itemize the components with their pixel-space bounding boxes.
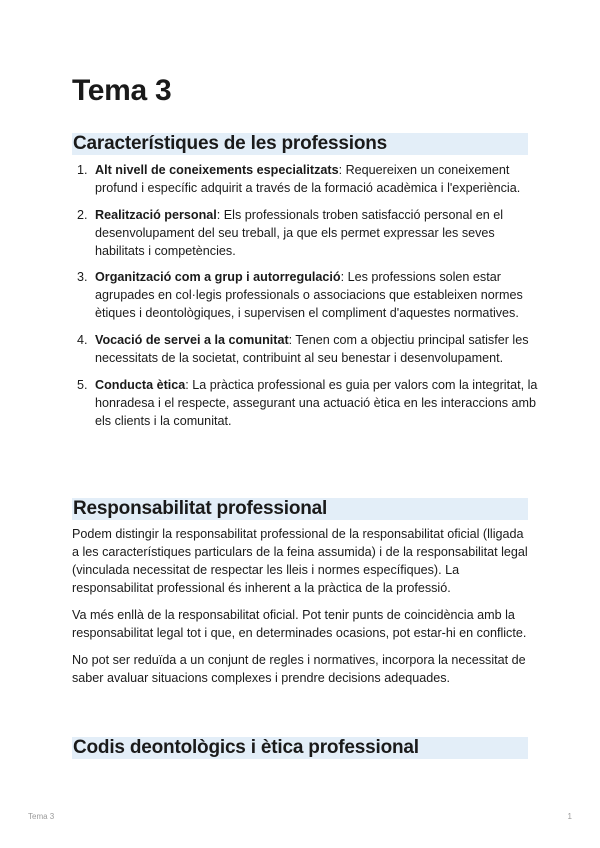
list-item-number: 3. (77, 270, 88, 285)
list-item (77, 331, 541, 367)
responsibility-body (72, 525, 530, 696)
list-item-term: Conducta ètica (95, 377, 186, 392)
list-item-term: Realització personal (95, 207, 217, 222)
list-item-number: 5. (77, 377, 88, 392)
list-item (77, 161, 541, 197)
list-item-text: : Les professions solen estar agrupades en col·legis professionals o associacions que estableixen normes ètiques i deontològiques, i supervisen el compliment d'aquestes normatives. (95, 270, 523, 321)
section-heading-characteristics: Característiques de les professions (72, 133, 528, 155)
section-heading-codes: Codis deontològics i ètica professional (72, 737, 528, 759)
list-item-text: : Requereixen un coneixement profund i específic adquirit a través de la formació acadèmica i l'experiència. (95, 163, 521, 195)
list-item (77, 206, 541, 260)
list-item-text: : Els professionals troben satisfacció personal en el desenvolupament del seu treball, ja que els permet expressar les seves habilitats i competències. (95, 207, 504, 258)
list-item (77, 268, 541, 322)
list-item-term: Organització com a grup i autorregulació (95, 270, 341, 285)
list-item-number: 2. (77, 207, 88, 222)
list-item-term: Vocació de servei a la comunitat (95, 333, 289, 348)
list-item-number: 1. (77, 163, 88, 177)
page-title: Tema 3 (72, 74, 172, 107)
characteristics-list (72, 161, 541, 438)
paragraph: Podem distingir la responsabilitat professional de la responsabilitat oficial (lligada a les característiques particulars de la feina assumida) i de la responsabilitat legal (vinculada necessitat de respectar les lleis i normes específiques). La responsabilitat professional és inherent a la pràctica de la professió. (72, 527, 528, 595)
page-number: 1 (567, 812, 572, 821)
list-item-number: 4. (77, 333, 88, 348)
paragraph: No pot ser reduïda a un conjunt de regles i normatives, incorpora la necessitat de saber avaluar situacions complexes i prendre decisions adequades. (72, 653, 526, 685)
list-item-term: Alt nivell de coneixements especialitzats (95, 163, 339, 177)
footer-title: Tema 3 (28, 812, 55, 821)
list-item-text: : Tenen com a objectiu principal satisfer les necessitats de la societat, contribuint al seu benestar i desenvolupament. (95, 333, 529, 366)
section-heading-responsibility: Responsabilitat professional (72, 498, 528, 520)
list-item (77, 376, 541, 430)
paragraph: Va més enllà de la responsabilitat oficial. Pot tenir punts de coincidència amb la responsabilitat legal tot i que, en determinades ocasions, pot estar-hi en conflicte. (72, 608, 527, 640)
list-item-text: : La pràctica professional es guia per valors com la integritat, la honradesa i el respecte, assegurant una actuació ètica en les interaccions amb els clients i la comunitat. (95, 377, 538, 428)
